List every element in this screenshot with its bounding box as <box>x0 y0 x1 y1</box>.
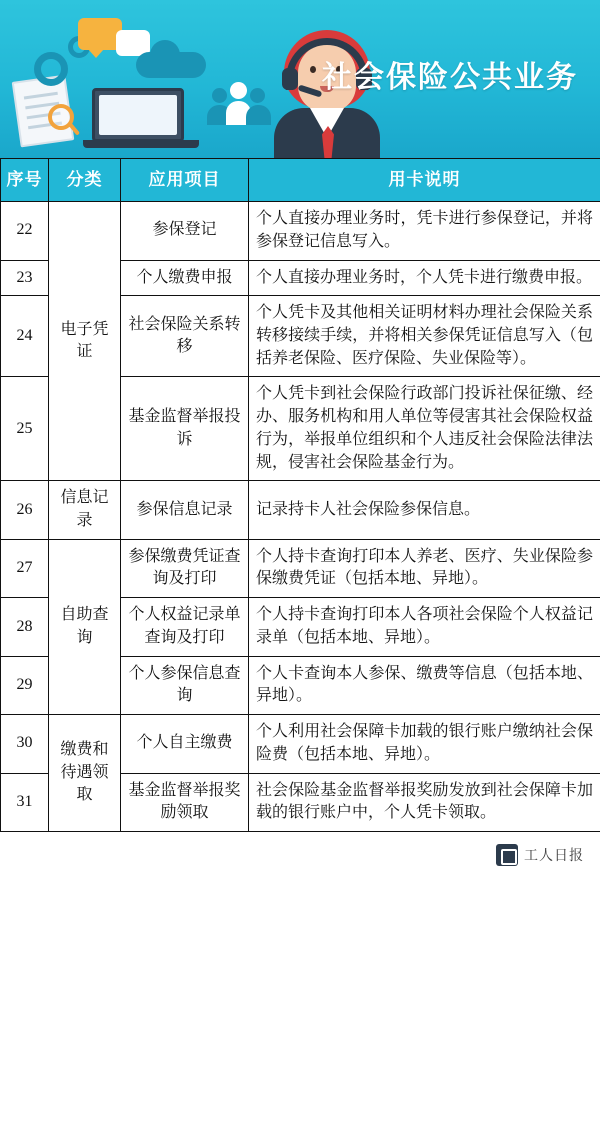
table-row <box>1 715 600 773</box>
cell-item: 社会保险关系转移 <box>121 296 249 377</box>
cell-desc: 个人卡查询本人参保、缴费等信息（包括本地、异地）。 <box>249 656 600 714</box>
cell-no: 26 <box>1 481 49 539</box>
cell-no: 27 <box>1 539 49 597</box>
cell-item: 个人权益记录单查询及打印 <box>121 598 249 656</box>
cloud-icon <box>136 52 206 78</box>
table-row <box>1 202 600 260</box>
table-row <box>1 539 600 597</box>
cell-item: 个人缴费申报 <box>121 260 249 296</box>
cell-item: 个人参保信息查询 <box>121 656 249 714</box>
table-header-row <box>1 159 600 202</box>
cell-no: 25 <box>1 377 49 481</box>
cell-item: 基金监督举报奖励领取 <box>121 773 249 831</box>
magnifier-icon <box>48 104 74 130</box>
cell-desc: 个人持卡查询打印本人养老、医疗、失业保险参保缴费凭证（包括本地、异地）。 <box>249 539 600 597</box>
table-row <box>1 481 600 539</box>
cell-desc: 社会保险基金监督举报奖励发放到社会保障卡加载的银行账户中，个人凭卡领取。 <box>249 773 600 831</box>
column-header-item: 应用项目 <box>121 159 249 202</box>
source-stamp <box>496 844 584 866</box>
newspaper-logo-icon <box>496 844 518 866</box>
cell-category: 自助查询 <box>49 539 121 714</box>
cell-item: 个人自主缴费 <box>121 715 249 773</box>
cell-desc: 个人持卡查询打印本人各项社会保险个人权益记录单（包括本地、异地）。 <box>249 598 600 656</box>
banner-title: 社会保险公共业务 <box>322 61 578 94</box>
laptop-icon <box>92 88 184 142</box>
usage-table <box>0 158 600 832</box>
cell-no: 29 <box>1 656 49 714</box>
gear-icon <box>34 52 68 86</box>
column-header-no: 序号 <box>1 159 49 202</box>
cell-desc: 个人凭卡到社会保险行政部门投诉社保征缴、经办、服务机构和用人单位等侵害其社会保险权益行为，举报单位组织和个人违反社会保险法律法规，侵害社会保险基金行为。 <box>249 377 600 481</box>
cell-no: 30 <box>1 715 49 773</box>
cell-desc: 个人利用社会保障卡加载的银行账户缴纳社会保险费（包括本地、异地）。 <box>249 715 600 773</box>
cell-no: 24 <box>1 296 49 377</box>
cell-category: 信息记录 <box>49 481 121 539</box>
cell-category: 电子凭证 <box>49 202 121 481</box>
cell-no: 23 <box>1 260 49 296</box>
cell-item: 参保信息记录 <box>121 481 249 539</box>
cell-item: 参保缴费凭证查询及打印 <box>121 539 249 597</box>
cell-desc: 记录持卡人社会保险参保信息。 <box>249 481 600 539</box>
cell-desc: 个人凭卡及其他相关证明材料办理社会保险关系转移接续手续，并将相关参保凭证信息写入（包括养老保险、医疗保险、失业保险等）。 <box>249 296 600 377</box>
table-body <box>1 202 600 832</box>
page-banner <box>0 0 600 158</box>
source-footer <box>0 832 600 878</box>
column-header-desc: 用卡说明 <box>249 159 600 202</box>
people-group-icon <box>208 82 266 126</box>
cell-no: 31 <box>1 773 49 831</box>
cell-desc: 个人直接办理业务时，凭卡进行参保登记，并将参保登记信息写入。 <box>249 202 600 260</box>
cell-item: 参保登记 <box>121 202 249 260</box>
cell-category: 缴费和待遇领取 <box>49 715 121 832</box>
cell-item: 基金监督举报投诉 <box>121 377 249 481</box>
column-header-category: 分类 <box>49 159 121 202</box>
source-label: 工人日报 <box>524 846 584 863</box>
cell-no: 22 <box>1 202 49 260</box>
cell-desc: 个人直接办理业务时，个人凭卡进行缴费申报。 <box>249 260 600 296</box>
cell-no: 28 <box>1 598 49 656</box>
